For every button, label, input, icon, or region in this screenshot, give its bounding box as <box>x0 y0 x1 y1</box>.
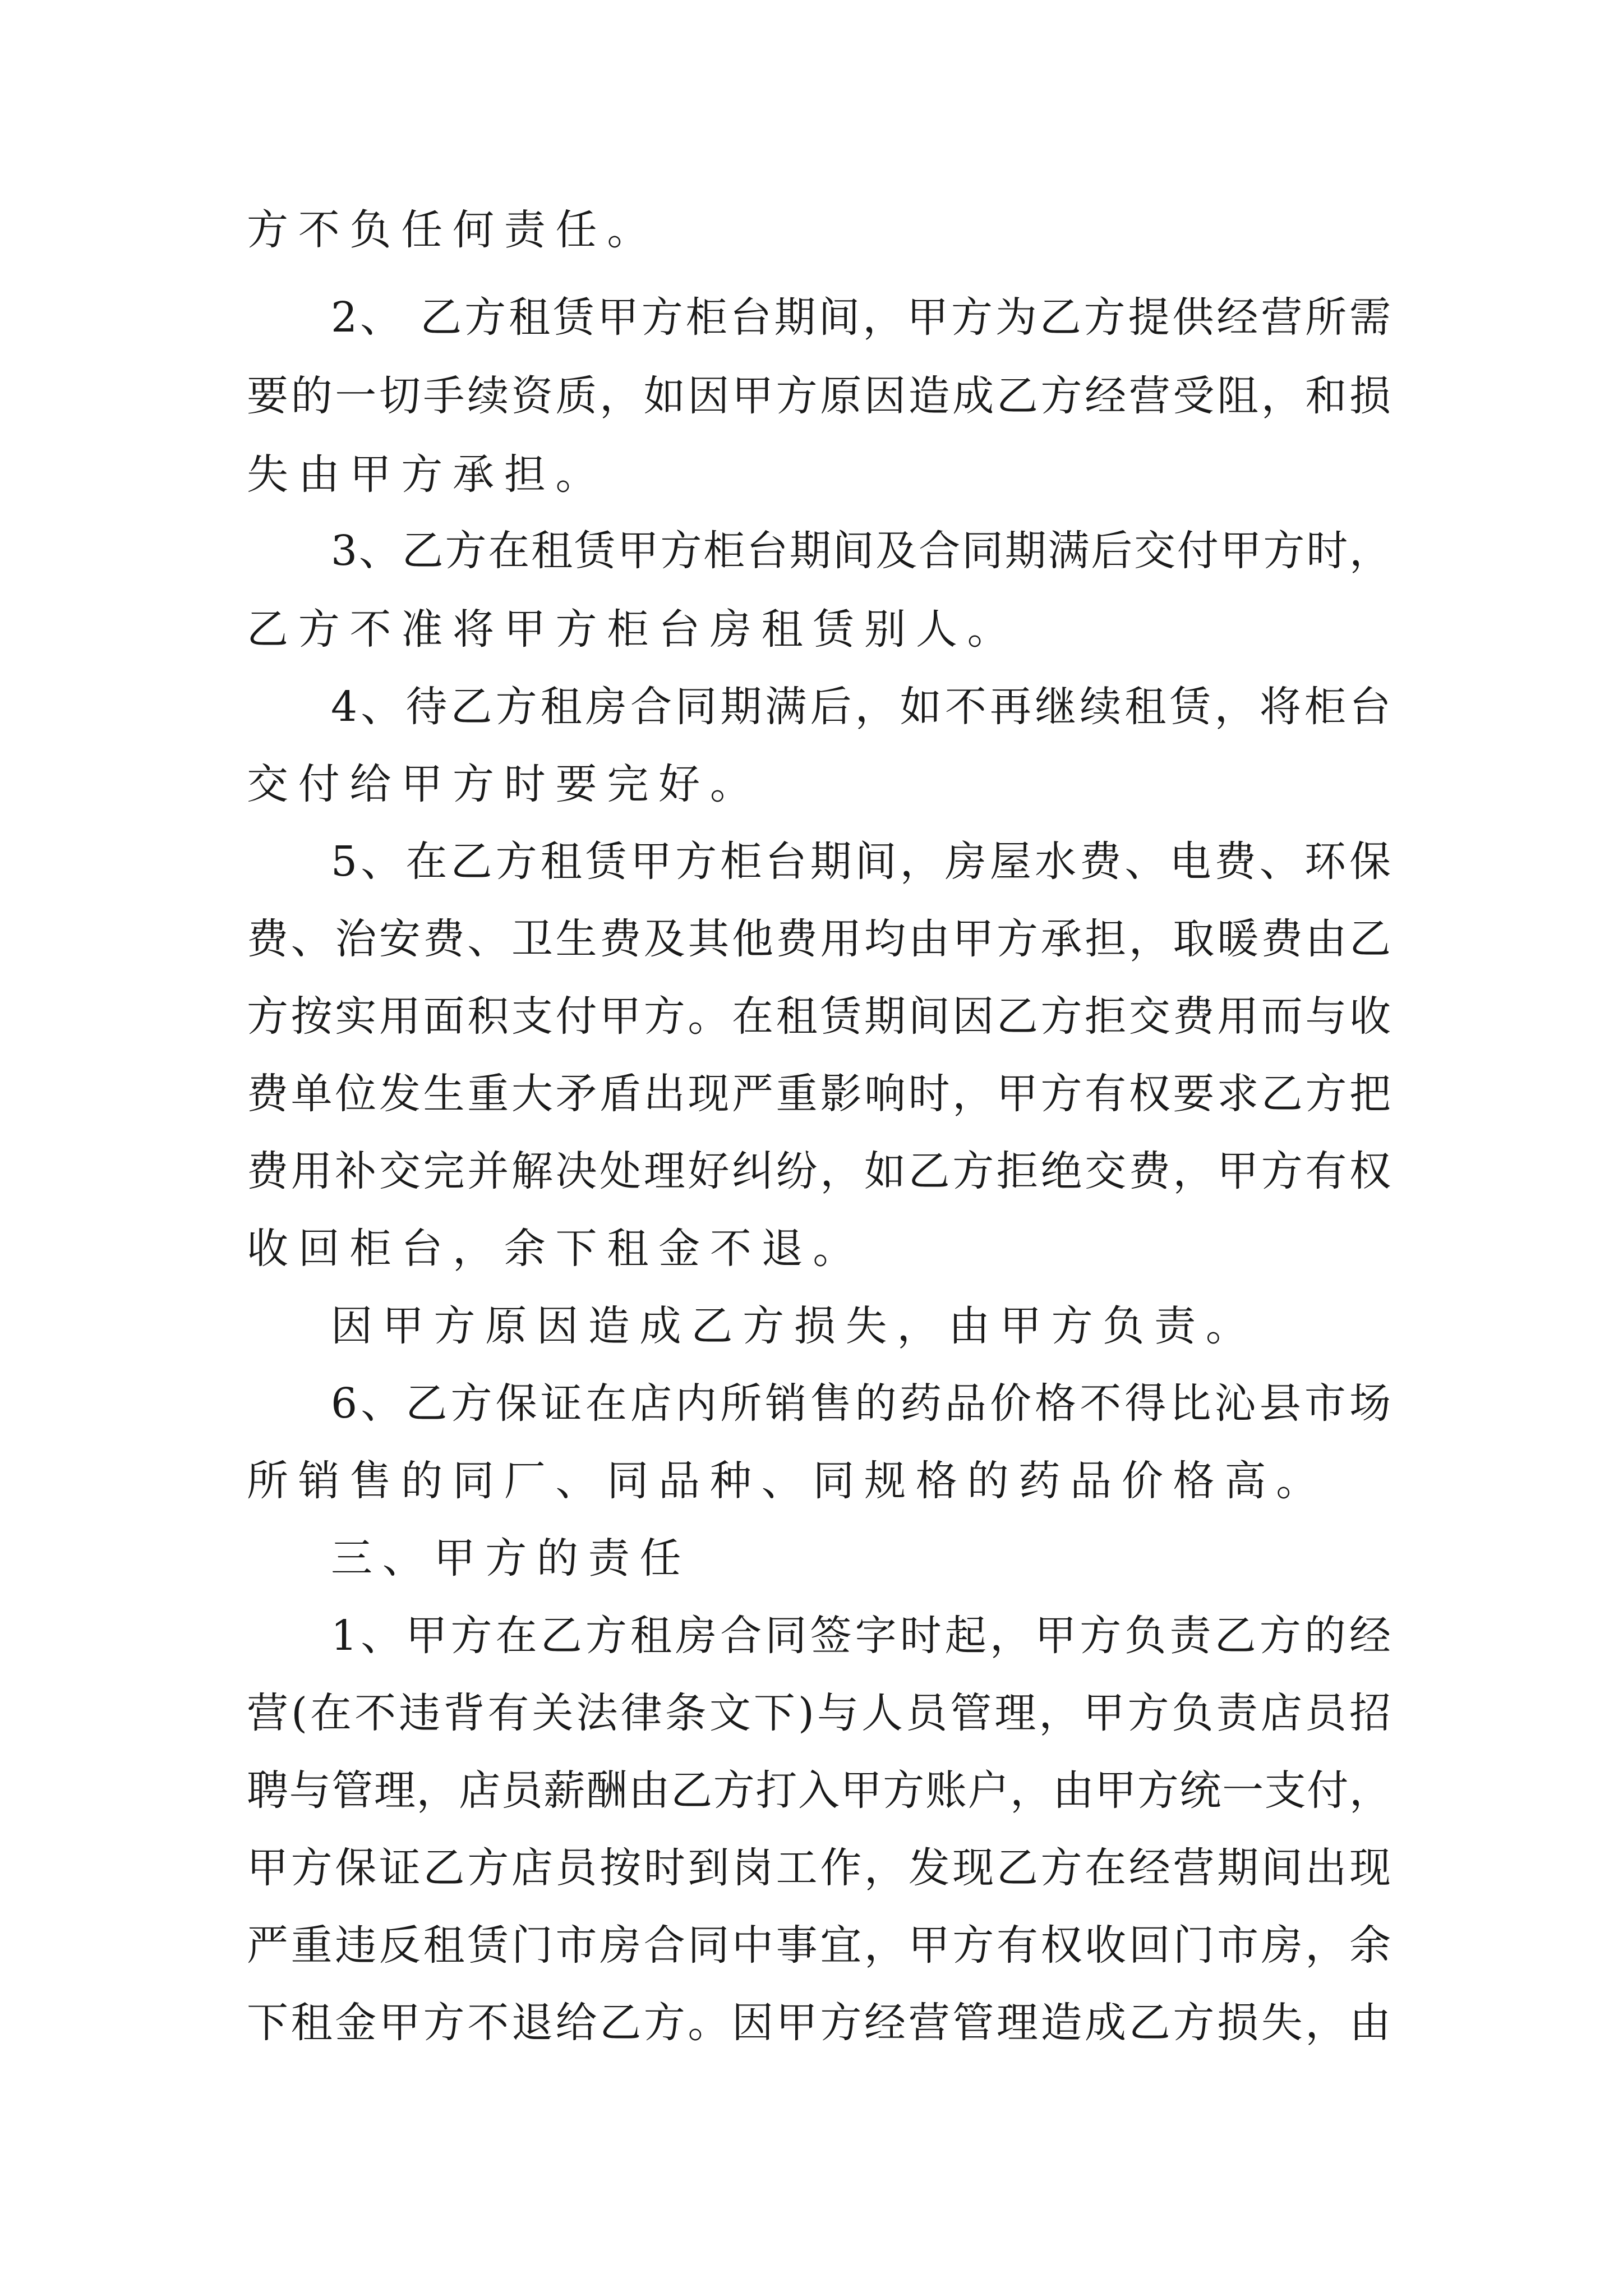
text-line: 所销售的同厂、同品种、同规格的药品价格高。 <box>247 1457 1327 1505</box>
text-line: 乙方不准将甲方柜台房租赁别人。 <box>247 605 1019 654</box>
text-line: 1、甲方在乙方租房合同签字时起，甲方负责乙方的经 <box>331 1612 1391 1660</box>
text-line: 方不负任何责任。 <box>247 206 659 254</box>
text-line: 交付给甲方时要完好。 <box>247 760 762 808</box>
text-line: 费用补交完并解决处理好纠纷，如乙方拒绝交费，甲方有权 <box>247 1147 1391 1195</box>
text-line: 方按实用面积支付甲方。在租赁期间因乙方拒交费用而与收 <box>247 992 1391 1041</box>
text-line: 失由甲方承担。 <box>247 450 607 499</box>
text-line: 收回柜台，余下租金不退。 <box>247 1225 865 1273</box>
text-line: 费单位发生重大矛盾出现严重影响时，甲方有权要求乙方把 <box>247 1070 1391 1118</box>
text-line: 严重违反租赁门市房合同中事宜，甲方有权收回门市房，余 <box>247 1921 1391 1970</box>
section-heading: 三、甲方的责任 <box>331 1534 691 1582</box>
text-line: 2、 乙方租赁甲方柜台期间，甲方为乙方提供经营所需 <box>331 293 1391 342</box>
text-line: 下租金甲方不退给乙方。因甲方经营管理造成乙方损失，由 <box>247 1999 1391 2047</box>
text-line: 聘与管理，店员薪酬由乙方打入甲方账户，由甲方统一支付， <box>247 1766 1391 1815</box>
text-line: 因甲方原因造成乙方损失，由甲方负责。 <box>331 1302 1257 1350</box>
text-line: 5、在乙方租赁甲方柜台期间，房屋水费、电费、环保 <box>331 838 1391 886</box>
text-line: 3、乙方在租赁甲方柜台期间及合同期满后交付甲方时， <box>331 527 1391 575</box>
text-line: 甲方保证乙方店员按时到岗工作，发现乙方在经营期间出现 <box>247 1844 1391 1892</box>
text-line: 6、乙方保证在店内所销售的药品价格不得比沁县市场 <box>331 1379 1391 1428</box>
text-line: 要的一切手续资质，如因甲方原因造成乙方经营受阻，和损 <box>247 372 1391 420</box>
text-line: 费、治安费、卫生费及其他费用均由甲方承担，取暖费由乙 <box>247 915 1391 963</box>
text-line: 营(在不违背有关法律条文下)与人员管理，甲方负责店员招 <box>247 1689 1391 1737</box>
text-line: 4、待乙方租房合同期满后，如不再继续租赁，将柜台 <box>331 683 1391 731</box>
